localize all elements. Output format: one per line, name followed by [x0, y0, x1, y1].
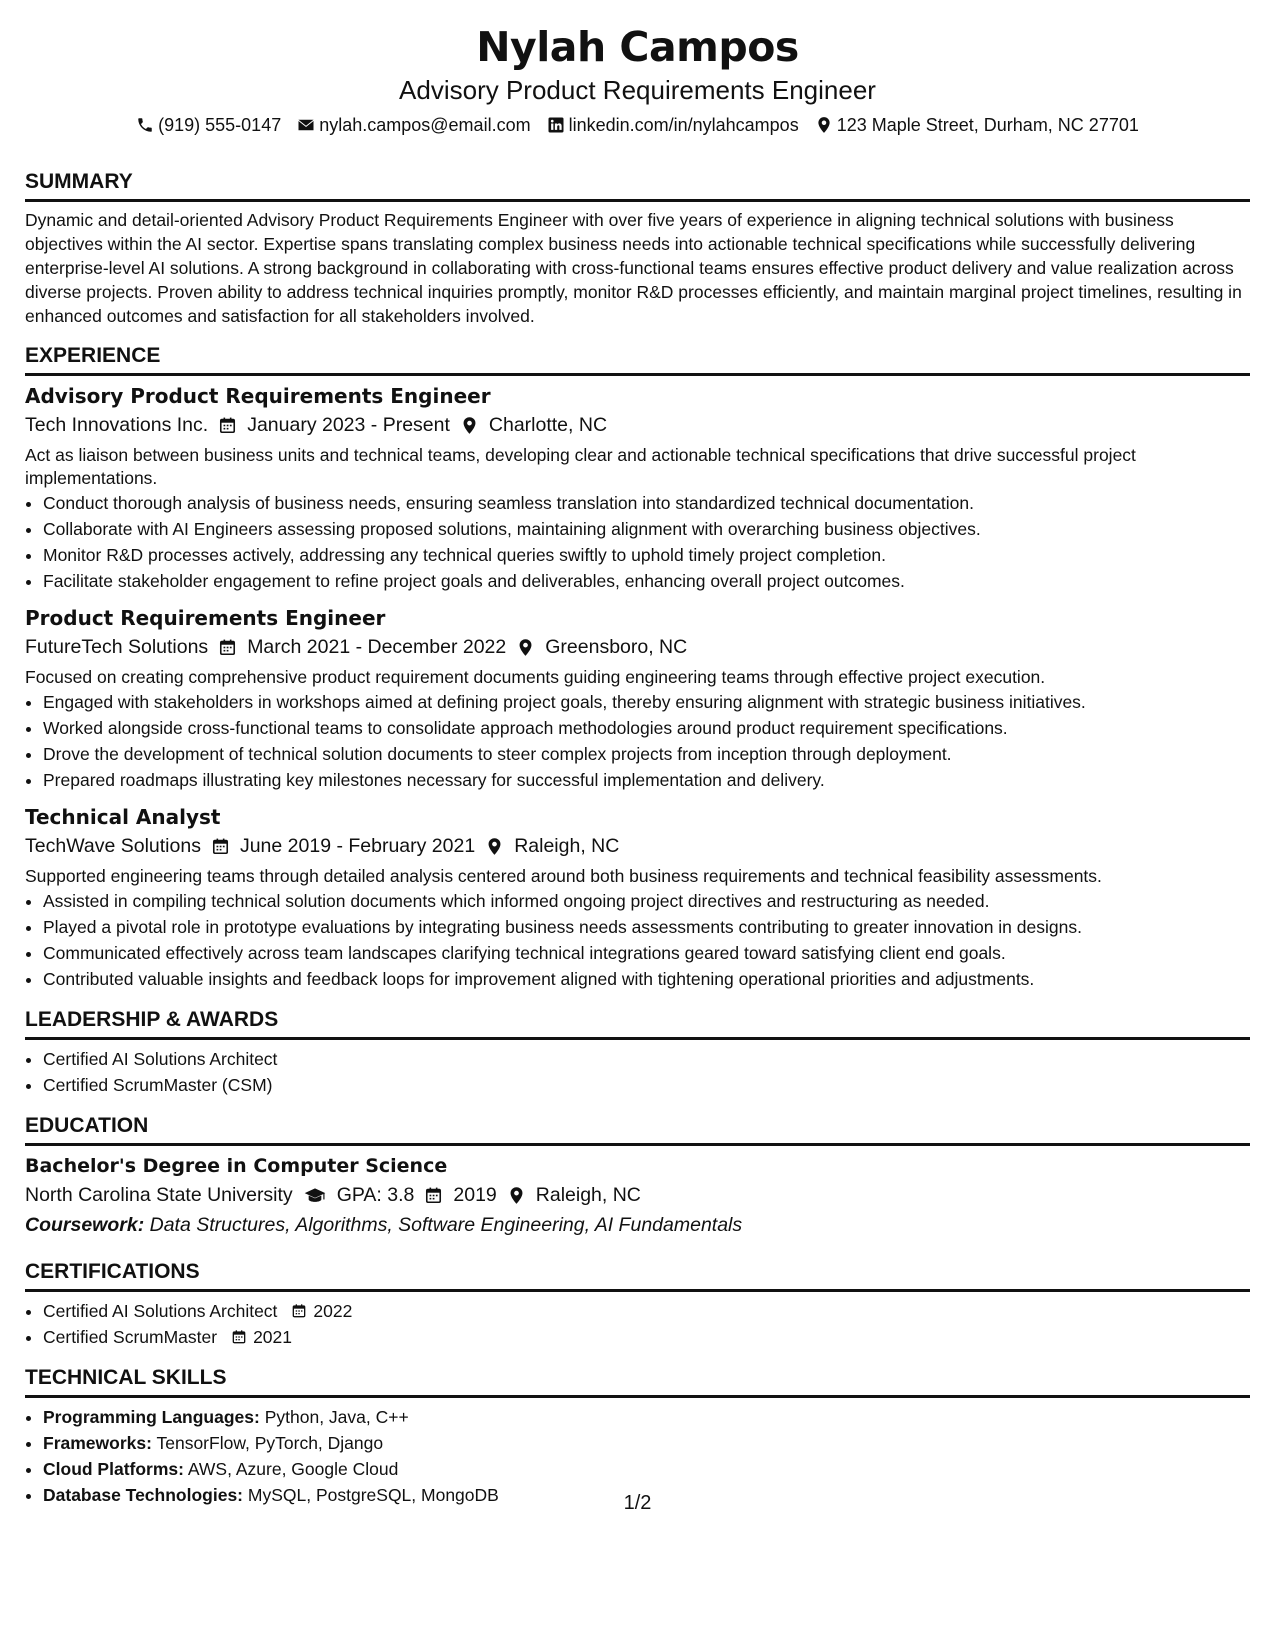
page-number: 1/2	[623, 1492, 652, 1514]
job-bullets	[25, 888, 1250, 992]
map-pin-icon	[516, 638, 535, 657]
list-item: • Contributed valuable insights and feedback loops for improvement aligned with tightening operational priorities and adjustments.	[43, 966, 1250, 992]
job-description: Act as liaison between business units and technical teams, developing clear and actionable technical specifications that drive successful project implementations.	[25, 445, 1136, 488]
job-description: Focused on creating comprehensive product requirement documents guiding engineering teams through effective project execution.	[25, 667, 1046, 687]
map-pin-icon	[460, 416, 479, 435]
envelope-icon	[297, 116, 315, 134]
graduation-cap-icon	[303, 1186, 327, 1205]
calendar-icon	[218, 416, 237, 435]
summary-heading: SUMMARY	[25, 168, 1250, 202]
job-dates: January 2023 - Present	[247, 414, 450, 436]
list-item	[43, 1298, 1250, 1324]
list-item: • Monitor R&D processes actively, addressing any technical queries swiftly to uphold timely project completion.	[43, 542, 1250, 568]
calendar-icon	[218, 638, 237, 657]
certifications-list	[25, 1298, 1250, 1350]
contact-bar	[25, 112, 1250, 138]
graduation-year: 2019	[453, 1184, 497, 1206]
skill-value: TensorFlow, PyTorch, Django	[156, 1433, 384, 1453]
linkedin-icon	[547, 116, 565, 134]
job-location: Charlotte, NC	[488, 414, 608, 436]
map-pin-icon	[485, 837, 504, 856]
resume-page	[25, 20, 1250, 1508]
job-meta	[25, 831, 1250, 861]
skill-label: Programming Languages:	[43, 1407, 260, 1427]
job-title: Advisory Product Requirements Engineer	[25, 384, 491, 408]
calendar-icon	[424, 1186, 443, 1205]
experience-heading: EXPERIENCE	[25, 342, 1250, 376]
contact-linkedin[interactable]	[547, 112, 799, 138]
job-company: TechWave Solutions	[25, 835, 201, 857]
experience-section	[25, 342, 1250, 992]
list-item: • Communicated effectively across team landscapes clarifying technical integrations geared toward satisfying client end goals.	[43, 940, 1250, 966]
education-section	[25, 1112, 1250, 1240]
contact-phone[interactable]	[136, 112, 281, 138]
job-title: Product Requirements Engineer	[25, 606, 386, 630]
cert-year: 2021	[253, 1327, 293, 1347]
phone-text: (919) 555-0147	[158, 115, 282, 135]
list-item: • Certified ScrumMaster (CSM)	[43, 1072, 1250, 1098]
leadership-list	[25, 1046, 1250, 1098]
job-location: Raleigh, NC	[514, 835, 620, 857]
job-entry	[25, 382, 1250, 594]
cert-name: • Certified ScrumMaster	[43, 1327, 218, 1347]
candidate-role: Advisory Product Requirements Engineer	[399, 75, 876, 105]
certifications-section	[25, 1258, 1250, 1350]
school-name: North Carolina State University	[25, 1184, 293, 1206]
calendar-icon	[231, 1329, 247, 1345]
job-company: Tech Innovations Inc.	[25, 414, 209, 436]
list-item: • Conduct thorough analysis of business needs, ensuring seamless translation into standardized technical documentation.	[43, 490, 1250, 516]
list-item	[43, 1324, 1250, 1350]
contact-email[interactable]	[297, 112, 530, 138]
job-bullets	[25, 490, 1250, 594]
list-item: • Prepared roadmaps illustrating key milestones necessary for successful implementation and delivery.	[43, 767, 1250, 793]
coursework-line	[25, 1210, 1250, 1240]
education-meta	[25, 1180, 1250, 1210]
leadership-heading: LEADERSHIP & AWARDS	[25, 1006, 1250, 1040]
summary-text: Dynamic and detail-oriented Advisory Product Requirements Engineer with over five years of experience in aligning technical solutions with business objectives within the AI sector. Expertise spans translating complex business needs into actionable technical specifications while successfully delivering enterprise-level AI solutions. A strong background in collaborating with cross-functional teams ensures effective product delivery and value realization across diverse projects. Proven ability to address technical inquiries promptly, monitor R&D processes efficiently, and maintain marginal project timelines, resulting in enhanced outcomes and satisfaction for all stakeholders involved.	[25, 210, 1242, 326]
address-text: 123 Maple Street, Durham, NC 27701	[836, 115, 1139, 135]
job-description: Supported engineering teams through detailed analysis centered around both business requirements and technical feasibility assessments.	[25, 866, 1102, 886]
list-item: • Played a pivotal role in prototype evaluations by integrating business needs assessments contributing to greater innovation in designs.	[43, 914, 1250, 940]
job-title: Technical Analyst	[25, 805, 221, 829]
education-heading: EDUCATION	[25, 1112, 1250, 1146]
cert-year: 2022	[313, 1301, 353, 1321]
skills-heading: TECHNICAL SKILLS	[25, 1364, 1250, 1398]
degree-title: Bachelor's Degree in Computer Science	[25, 1155, 448, 1177]
list-item: • Collaborate with AI Engineers assessing proposed solutions, maintaining alignment with overarching business objectives.	[43, 516, 1250, 542]
job-dates: June 2019 - February 2021	[239, 835, 476, 857]
list-item: • Certified AI Solutions Architect	[43, 1046, 1250, 1072]
skill-label: Cloud Platforms:	[43, 1459, 184, 1479]
calendar-icon	[211, 837, 230, 856]
list-item	[43, 1430, 1250, 1456]
list-item: • Assisted in compiling technical solution documents which informed ongoing project directives and restructuring as needed.	[43, 888, 1250, 914]
skill-value: Python, Java, C++	[264, 1407, 409, 1427]
resume-header	[25, 20, 1250, 138]
list-item: • Engaged with stakeholders in workshops aimed at defining project goals, thereby ensuring alignment with strategic business initiatives.	[43, 689, 1250, 715]
list-item	[43, 1404, 1250, 1430]
job-bullets	[25, 689, 1250, 793]
calendar-icon	[291, 1303, 307, 1319]
job-entry	[25, 803, 1250, 992]
cert-name: • Certified AI Solutions Architect	[43, 1301, 278, 1321]
job-location: Greensboro, NC	[545, 636, 688, 658]
phone-icon	[136, 116, 154, 134]
map-pin-icon	[507, 1186, 526, 1205]
leadership-section	[25, 1006, 1250, 1098]
gpa-text: GPA: 3.8	[336, 1184, 415, 1206]
skill-value: MySQL, PostgreSQL, MongoDB	[247, 1485, 499, 1505]
list-item: • Facilitate stakeholder engagement to refine project goals and deliverables, enhancing overall project outcomes.	[43, 568, 1250, 594]
summary-section	[25, 168, 1250, 328]
contact-address	[815, 112, 1139, 138]
skill-label: Database Technologies:	[43, 1485, 244, 1505]
coursework-label: Coursework:	[25, 1214, 145, 1236]
list-item	[43, 1456, 1250, 1482]
list-item: • Drove the development of technical solution documents to steer complex projects from inception through deployment.	[43, 741, 1250, 767]
list-item: • Worked alongside cross-functional teams to consolidate approach methodologies around product requirement specifications.	[43, 715, 1250, 741]
skill-value: AWS, Azure, Google Cloud	[187, 1459, 399, 1479]
job-meta	[25, 410, 1250, 440]
job-company: FutureTech Solutions	[25, 636, 209, 658]
email-text: nylah.campos@email.com	[319, 115, 531, 135]
certifications-heading: CERTIFICATIONS	[25, 1258, 1250, 1292]
linkedin-text: linkedin.com/in/nylahcampos	[568, 115, 799, 135]
job-entry	[25, 604, 1250, 793]
skills-section	[25, 1364, 1250, 1508]
candidate-name: Nylah Campos	[476, 23, 799, 71]
map-pin-icon	[815, 116, 833, 134]
school-location: Raleigh, NC	[535, 1184, 641, 1206]
coursework-text: Data Structures, Algorithms, Software Engineering, AI Fundamentals	[149, 1214, 743, 1236]
job-meta	[25, 632, 1250, 662]
skill-label: Frameworks:	[43, 1433, 152, 1453]
job-dates: March 2021 - December 2022	[247, 636, 507, 658]
